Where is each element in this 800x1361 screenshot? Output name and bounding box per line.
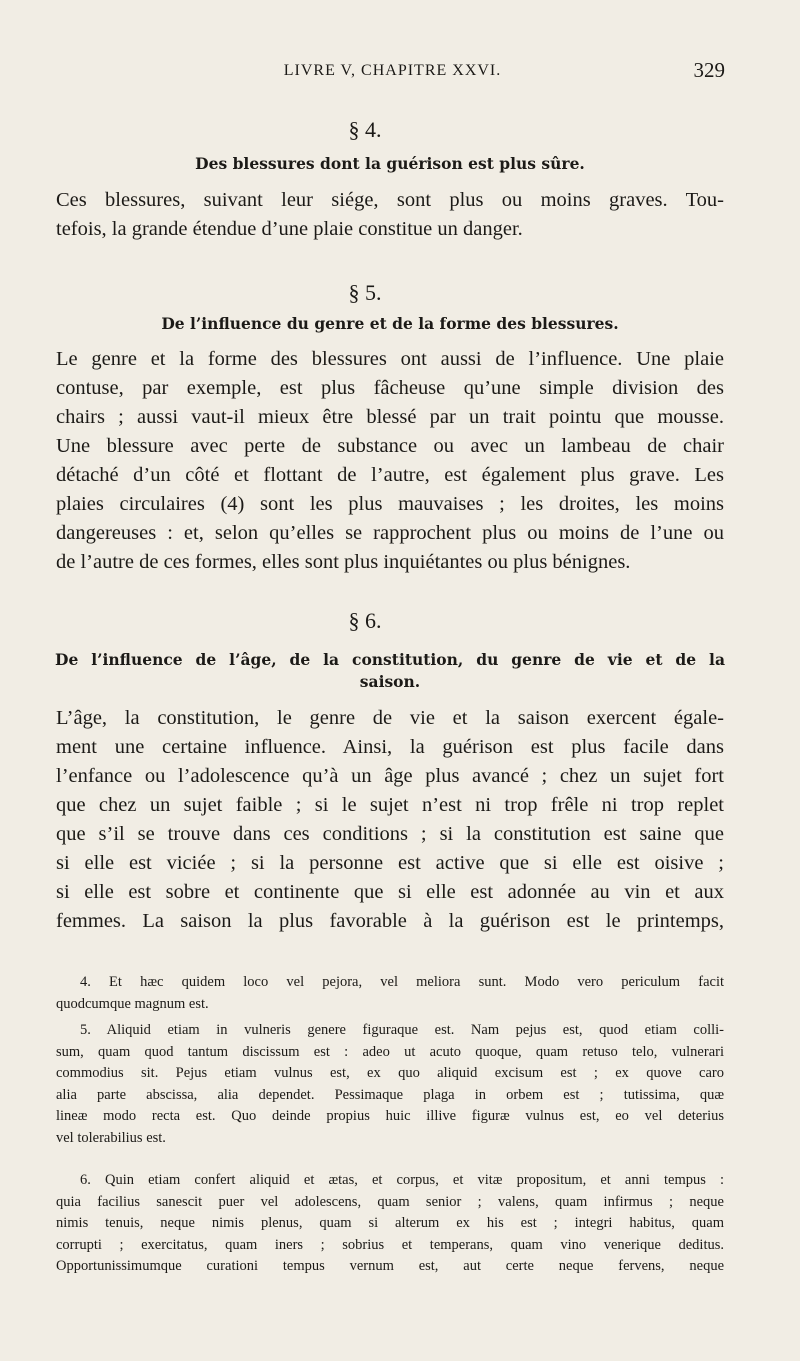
- heading-line: De l’influence de l’âge, de la constitution, du genre de vie et de la: [55, 650, 725, 669]
- footnote-line: 5. Aliquid etiam in vulneris genere figuraque est. Nam pejus est, quod etiam colli-: [80, 1022, 724, 1038]
- section-5-paragraph: [56, 345, 724, 577]
- footnote-6: [56, 1170, 724, 1278]
- text-line: contuse, par exemple, est plus fâcheuse qu’une simple division des: [56, 377, 724, 399]
- footnote-line: vel tolerabilius est.: [56, 1129, 166, 1146]
- footnote-5: [56, 1020, 724, 1149]
- section-heading-6: [55, 649, 725, 693]
- heading-line: saison.: [359, 672, 421, 691]
- text-line: l’enfance ou l’adolescence qu’à un âge plus avancé ; chez un sujet fort: [56, 765, 724, 787]
- footnote-line: alia parte abscissa, alia dependet. Pessimaque plaga in orbem est ; tutissima, quæ: [56, 1086, 724, 1103]
- text-line: plaies circulaires (4) sont les plus mauvaises ; les droites, les moins: [56, 493, 724, 515]
- page-number: 329: [693, 58, 725, 82]
- section-mark-6: § 6.: [348, 608, 382, 633]
- text-line: tefois, la grande étendue d’une plaie constitue un danger.: [56, 218, 523, 240]
- text-line: si elle est viciée ; si la personne est active que si elle est oisive ;: [56, 852, 724, 874]
- running-head: [60, 58, 725, 86]
- footnote-line: nimis tenuis, neque nimis plenus, quam si alterum ex his est ; integri habitus, quam: [56, 1215, 724, 1231]
- text-line: Le genre et la forme des blessures ont aussi de l’influence. Une plaie: [56, 348, 724, 370]
- footnote-line: quodcumque magnum est.: [56, 995, 209, 1012]
- footnote-line: Opportunissimumque curationi tempus vernum est, aut certe neque fervens, neque: [56, 1258, 724, 1274]
- footnote-line: corrupti ; exercitatus, quam iners ; sobrius et temperans, quam vino venerique deditus.: [56, 1236, 724, 1253]
- text-line: Une blessure avec perte de substance ou avec un lambeau de chair: [56, 435, 724, 457]
- footnote-4: [56, 972, 724, 1015]
- text-line: L’âge, la constitution, le genre de vie et la saison exercent égale-: [56, 707, 724, 729]
- text-line: femmes. La saison la plus favorable à la guérison est le printemps,: [56, 910, 724, 932]
- footnote-line: lineæ modo recta est. Quo deinde propius huic illive figuræ vulnus est, eo vel deterius: [56, 1108, 724, 1124]
- text-line: ment une certaine influence. Ainsi, la guérison est plus facile dans: [56, 736, 724, 758]
- section-6-paragraph: [56, 704, 724, 936]
- footnote-line: commodius sit. Pejus etiam vulnus est, ex quo aliquid excisum est ; ex quove caro: [56, 1065, 724, 1081]
- text-line: chairs ; aussi vaut-il mieux être blessé par un trait pointu que mousse.: [56, 406, 724, 428]
- footnote-line: 4. Et hæc quidem loco vel pejora, vel meliora sunt. Modo vero periculum facit: [80, 974, 724, 990]
- running-title: LIVRE V, CHAPITRE XXVI.: [283, 62, 502, 79]
- text-line: Ces blessures, suivant leur siége, sont plus ou moins graves. Tou-: [56, 189, 724, 211]
- section-mark-5: § 5.: [348, 280, 382, 305]
- footnote-line: quia facilius sanescit puer vel adolescens, quam senior ; valens, quam infirmus ; neque: [56, 1193, 724, 1210]
- text-line: détaché d’un côté et flottant de l’autre, est également plus grave. Les: [56, 464, 724, 486]
- text-line: que chez un sujet faible ; si le sujet n’est ni trop frêle ni trop replet: [56, 794, 724, 816]
- footnote-line: sum, quam quod tantum discissum est : adeo ut acuto quoque, quam retuso telo, vulnerari: [56, 1043, 724, 1060]
- text-line: si elle est sobre et continente que si elle est adonnée au vin et aux: [56, 881, 724, 903]
- section-4-paragraph: [56, 186, 724, 244]
- text-line: de l’autre de ces formes, elles sont plus inquiétantes ou plus bénignes.: [56, 551, 631, 573]
- section-heading-4: Des blessures dont la guérison est plus sûre.: [195, 154, 585, 173]
- text-line: que s’il se trouve dans ces conditions ; si la constitution est saine que: [56, 823, 724, 845]
- text-line: dangereuses : et, selon qu’elles se rapprochent plus ou moins de l’une ou: [56, 522, 724, 544]
- section-heading-5: De l’influence du genre et de la forme des blessures.: [161, 314, 619, 333]
- footnote-line: 6. Quin etiam confert aliquid et ætas, et corpus, et vitæ propositum, et anni tempus :: [80, 1172, 724, 1188]
- section-mark-4: § 4.: [348, 117, 382, 142]
